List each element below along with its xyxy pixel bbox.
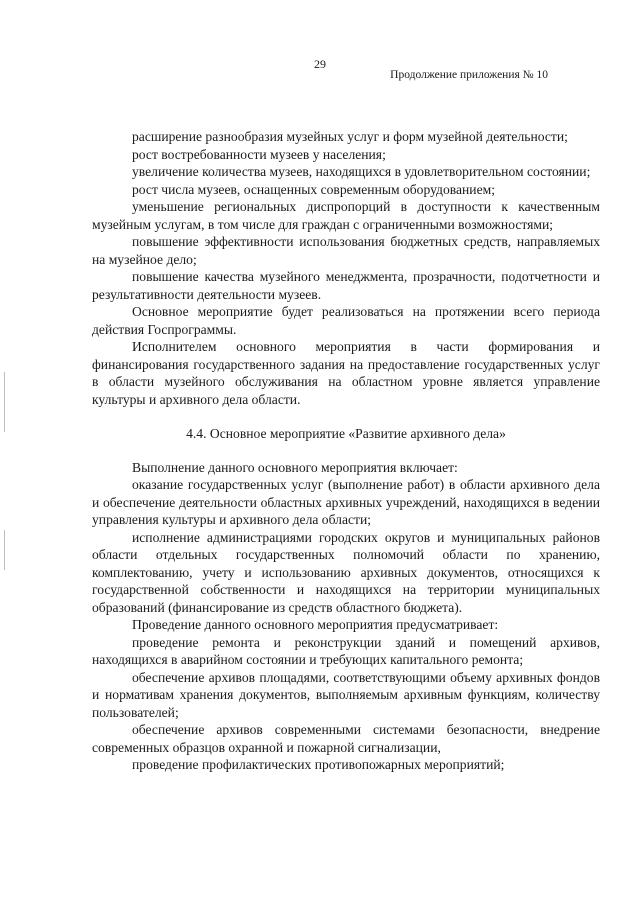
section-heading: 4.4. Основное мероприятие «Развитие архивного дела» (186, 426, 506, 441)
paragraph: Проведение данного основного мероприятия предусматривает: (132, 617, 499, 632)
paragraph: проведение ремонта и реконструкции зданий и помещений архивов, находящихся в аварийном состоянии и требующих капитального ремонта; (92, 634, 600, 667)
page-number: 29 (314, 57, 326, 71)
paragraph: Исполнителем основного мероприятия в части формирования и финансирования государственного задания на предоставление государственных услуг в области музейного обслуживания на областном уровне является управление культуры и архивного дела области. (92, 339, 600, 407)
paragraph: уменьшение региональных диспропорций в доступности к качественным музейным услугам, в том числе для граждан с ограниченными возможностями; (92, 199, 600, 232)
paragraph: рост востребованности музеев у населения; (132, 146, 386, 162)
paragraph: Выполнение данного основного мероприятия включает: (132, 459, 458, 475)
paragraph: повышение качества музейного менеджмента, прозрачности, подотчетности и результативности деятельности музеев. (92, 269, 600, 302)
paragraph: повышение эффективности использования бюджетных средств, направляемых на музейное дело; (92, 234, 600, 267)
paragraph: обеспечение архивов площадями, соответствующими объему архивных фондов и нормативам хранения документов, выполняемым архивным функциям, количеству пользователей; (92, 669, 600, 720)
document-body (92, 128, 600, 774)
paragraph: увеличение количества музеев, находящихся в удовлетворительном состоянии; (132, 164, 591, 179)
scan-edge-mark (4, 530, 5, 570)
paragraph: рост числа музеев, оснащенных современным оборудованием; (132, 181, 495, 197)
paragraph: Основное мероприятие будет реализоваться на протяжении всего периода действия Госпрограммы. (92, 304, 600, 337)
paragraph: исполнение администрациями городских округов и муниципальных районов области отдельных государственных полномочий области по хранению, комплектованию, учету и использованию архивных документов, относящихся к государственной собственности и находящихся на территории муниципальных образований (финансирование из средств областного бюджета). (92, 529, 600, 615)
scan-edge-mark (4, 372, 5, 432)
appendix-note: Продолжение приложения № 10 (390, 69, 548, 81)
paragraph: обеспечение архивов современными системами безопасности, внедрение современных образцов охранной и пожарной сигнализации, (92, 722, 600, 755)
paragraph: проведение профилактических противопожарных мероприятий; (132, 757, 505, 772)
paragraph: оказание государственных услуг (выполнение работ) в области архивного дела и обеспечение деятельности областных архивных учреждений, находящихся в ведении управления культуры и архивного дела области; (92, 477, 600, 527)
paragraph: расширение разнообразия музейных услуг и форм музейной деятельности; (132, 129, 568, 144)
